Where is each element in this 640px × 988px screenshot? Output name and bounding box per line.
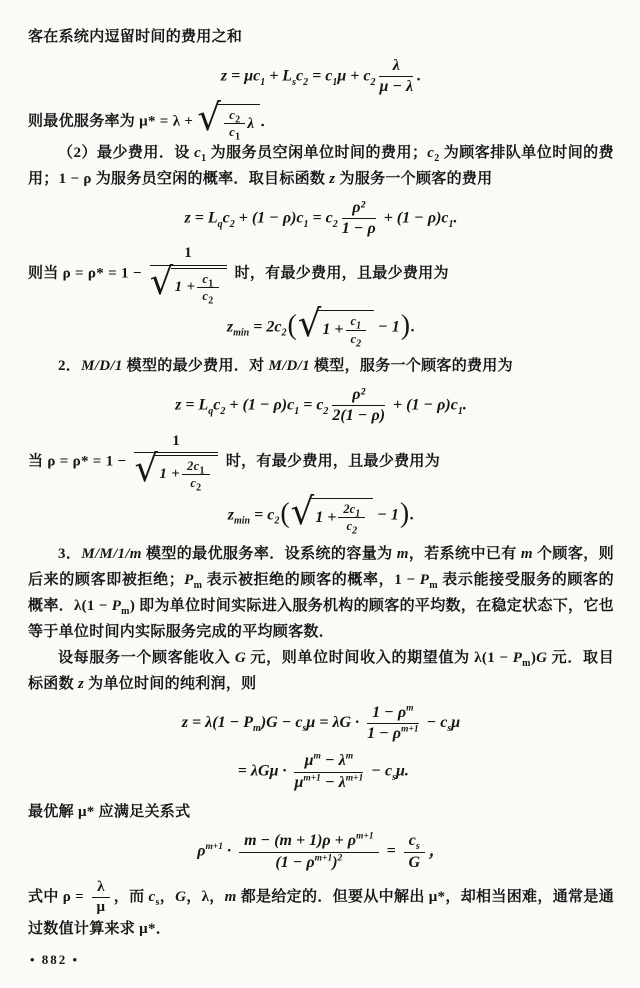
math-token: )G − c [260,714,303,732]
text-run: ，λ， [186,889,225,906]
math-token: − c [422,714,448,732]
formula-md1-cost [28,386,614,426]
text-run: ， [428,842,445,860]
math-token: − c [367,762,393,780]
subscript: q [217,218,223,230]
fraction-denominator [149,259,227,307]
subscript: 2 [370,76,376,88]
subscript: 2 [229,218,235,230]
math-token: m [224,889,237,906]
sqrt-expression [290,489,374,537]
text-run: 设每服务一个顾客能收入 [58,649,235,666]
formula-profit [28,704,614,793]
math-token: 1 + [174,278,196,295]
math-token: M/M/1/m [81,545,142,562]
fraction-numerator: $2c_1$ [182,459,210,475]
fraction [239,832,379,872]
math-token: z = μc [220,67,261,85]
fraction-numerator: 1 [150,245,227,265]
fraction [342,199,376,239]
subscript: s [447,723,452,735]
fraction [92,879,110,917]
fraction [224,107,245,143]
math-token: + L [265,67,293,85]
sqrt-expression [134,447,217,494]
math-token: = 2c [249,318,282,336]
text-run: 模型，服务一个顾客的费用为 [309,358,513,375]
math-token: + (1 − ρ)c [379,209,449,227]
subscript: 1 [260,76,266,88]
math-token: P [512,649,523,666]
formula-total-cost [28,57,614,97]
page-number: • 882 • [30,952,80,967]
math-token: = c [299,396,324,414]
fraction-numerator: λ [92,879,110,898]
sqrt-expression [297,302,374,350]
radicand [311,498,373,537]
math-token: c [194,144,202,161]
text-run: 为顾客排队单位时间的费用；1 − ρ 为服务员空闲的概率．取目标函数 [28,144,614,187]
fraction-denominator: $c_1$ [229,125,241,143]
fraction-denominator: G [408,853,420,871]
sqrt-symbol: √ [297,302,322,346]
fraction [149,245,227,307]
fraction [197,271,218,307]
sqrt-expression [149,259,227,307]
text-run: 为服务一个顾客的费用 [335,170,493,187]
subscript: 2 [274,515,280,527]
subscript: s [155,897,160,909]
text-run: 元，则单位时间收入的期望值为 λ(1 − [245,649,513,666]
math-token: c [148,889,156,906]
text-run: 则当 ρ = ρ* = 1 − [28,265,146,282]
math-token: − 1 [373,506,399,524]
paragraph-optimal-rate [28,95,614,143]
math-token: = c [308,67,333,85]
text-run: 对 [249,358,269,375]
text-run: 模型的最少费用． [122,358,250,375]
math-token: = c [308,209,333,227]
math-token: 1 + [159,466,181,483]
fraction [404,832,425,872]
fraction-numerator: ρ² [342,199,376,219]
text-run: ，若系统中已有 [408,545,521,562]
paragraph-sojourn-cost [28,24,614,50]
fraction [294,752,363,792]
text-run: 2． [58,358,82,375]
text-run: 表示能接受服务的顾客的概率．λ(1 − [28,571,614,614]
subscript: 2 [303,76,309,88]
formula-line-1 [181,703,461,742]
subscript: s [302,723,307,735]
math-token: = c [250,506,275,524]
text-run: 时，有最少费用，且最少费用为 [221,453,441,470]
fraction-numerator: $1 - \rho^m$ [367,704,419,724]
math-token: z [226,318,234,336]
text-run: 都是给定的．但要从中解出 μ*，却相当困难，通常是通过数值计算来求 μ*． [28,889,614,938]
subscript: min [234,515,251,527]
math-token: m [396,545,409,562]
formula-mm1-cost [28,199,614,239]
text-run: 式中 ρ = [28,889,89,906]
fraction [338,501,365,537]
math-token: c [295,67,304,85]
math-token: z = L [175,396,209,414]
math-token: P [111,597,122,614]
subscript: 2 [220,405,226,417]
fraction-denominator: $1 - \rho^{m+1}$ [367,724,419,742]
text-run: （2）最少费用．设 [58,144,195,161]
math-token: 1 + [315,508,337,526]
text-run: ． [260,113,276,130]
sqrt-symbol: √ [149,259,174,303]
fraction-numerator: $c_1$ [197,272,218,288]
fraction-numerator: $c_2$ [224,108,245,124]
math-token: z [77,675,85,692]
math-token: + (1 − ρ)c [234,209,304,227]
sqrt-symbol: √ [290,489,315,533]
math-token: 1 + [322,321,344,339]
fraction-numerator: $c_1$ [346,314,367,330]
fraction-denominator: μ − λ [379,78,414,96]
text-run: 元．取目标函数 [28,649,614,692]
math-token: G [234,649,246,666]
math-token: . [410,506,415,524]
fraction-denominator: μ [96,899,106,916]
paragraph-optimal-condition [28,799,614,825]
math-token: z [329,170,336,187]
subscript: s [392,772,396,784]
subscript: min [233,328,250,340]
paragraph-revenue [28,645,614,697]
fraction-numerator: λ [379,57,413,77]
paragraph-rho-star-mm1 [28,245,614,307]
text-run: 3． [58,545,82,562]
fraction-numerator: $m - (m + 1)\rho + \rho^{m+1}$ [239,832,379,852]
text-run: 表示被拒绝的顾客的概率，1 − [202,571,420,588]
formula-mu-star-equation [28,832,614,872]
text-run: 为服务员空闲单位时间的费用； [206,144,428,161]
math-token: μ. [396,762,409,780]
fraction [134,432,217,494]
fraction-numerator: 1 [134,433,217,453]
math-token: · [223,842,236,860]
paragraph-min-cost-setup [28,140,614,192]
text-run: 个顾客，则后来的顾客即被拒绝； [28,545,614,588]
text-run: 客在系统内逗留时间的费用之和 [28,29,243,45]
math-token: . [453,209,458,227]
sqrt-symbol: √ [134,447,159,491]
subscript: 1 [457,405,463,417]
paragraph-md1-heading [28,353,614,379]
subscript: m [193,579,203,591]
fraction-numerator: ρ² [332,386,385,406]
fraction-numerator: $c_s$ [404,832,425,852]
fraction-numerator: $\mu^m - \lambda^m$ [294,752,363,772]
fraction-denominator: $c_2$ [346,519,358,537]
math-token: = [382,842,400,860]
text-run: 模型的最优服务率． [141,545,285,562]
math-token: P [184,571,194,588]
subscript: m [121,605,130,617]
text-run: 为单位时间的纯利润，则 [84,675,257,692]
paragraph-rho-star-md1 [28,432,614,494]
fraction [346,314,367,350]
math-token: μ [451,714,461,732]
math-token: c [213,396,221,414]
text-run: ) 即为单位时间实际进入服务机构的顾客的平均数，在稳定状态下，它也等于单位时间内实际服务完成的平均顾客数． [28,597,614,640]
subscript: 2 [332,218,338,230]
right-paren: ) [400,310,411,342]
text-run: 则最优服务率为 μ* = λ + [28,113,198,130]
subscript: q [208,405,214,417]
math-token: z [227,506,234,524]
fraction-denominator [134,447,217,494]
text-run: 最优解 μ* 应满足关系式 [28,804,191,821]
text-run: ， [159,889,176,906]
fraction [367,704,419,744]
math-token: λ [247,115,255,132]
subscript: s [292,76,296,88]
subscript: 1 [294,405,300,417]
subscript: m [522,657,531,669]
fraction-denominator: $c_2$ [190,476,202,494]
math-token: P [419,571,430,588]
radicand [155,455,217,494]
fraction-denominator: $(1 - \rho^{m+1})^2$ [275,853,343,871]
math-token: z = L [184,209,218,227]
left-paren: ( [287,310,297,342]
math-token: + (1 − ρ)c [225,396,295,414]
fraction [332,386,385,426]
math-token: G [536,649,548,666]
math-token: μ + c [337,67,371,85]
subscript: 2 [434,152,440,164]
subscript: 1 [303,218,309,230]
math-token: = λGμ · [237,762,291,780]
math-token: m [520,545,533,562]
math-token: z = λ(1 − P [181,714,254,732]
fraction-denominator: 1 − ρ [341,219,376,237]
subscript: m [429,579,438,591]
fraction-denominator: $\mu^{m+1} - \lambda^{m+1}$ [294,773,364,791]
subscript: 1 [448,218,454,230]
superscript: m+1 [205,842,224,853]
math-token: ρ [197,842,206,860]
fraction-denominator: $c_2$ [350,331,362,350]
fraction-numerator: $2c_1$ [338,502,365,518]
fraction-denominator: 2(1 − ρ) [332,407,386,425]
sqrt-expression [197,95,260,143]
paragraph-closing [28,879,614,943]
math-token: M/D/1 [81,358,123,375]
fraction [182,459,210,494]
subscript: 1 [201,152,207,164]
fraction-denominator: $c_2$ [202,288,214,307]
math-token: c [222,209,230,227]
formula-lines [182,704,460,793]
text-run: 时，有最少费用，且最少费用为 [230,265,449,282]
text-run: ) [530,649,537,666]
math-token: − 1 [374,318,400,336]
left-paren: ( [280,497,290,529]
text-run: ，而 [113,889,149,906]
subscript: 2 [323,405,329,417]
paragraph-mm1m [28,541,614,645]
math-token: M/D/1 [268,358,310,375]
subscript: 2 [281,328,287,340]
text-run: 设系统的容量为 [284,545,397,562]
math-token: c [427,144,435,161]
right-paren: ) [399,497,410,529]
formula-line-2 [182,752,460,792]
math-token: μ = λG · [306,714,364,732]
radicand [218,104,260,143]
math-token: G [175,889,187,906]
math-token: . [462,396,467,414]
radicand [318,310,374,350]
math-token: . [411,318,416,336]
text-run: 当 ρ = ρ* = 1 − [28,453,131,470]
math-token: . [417,67,422,85]
math-token: + (1 − ρ)c [389,396,458,414]
subscript: 1 [332,76,338,88]
formula-zmin-md1 [28,489,614,537]
fraction [379,57,413,97]
subscript: m [253,723,261,735]
formula-zmin-mm1 [28,302,614,350]
sqrt-symbol: √ [197,95,222,139]
radicand [171,268,227,307]
